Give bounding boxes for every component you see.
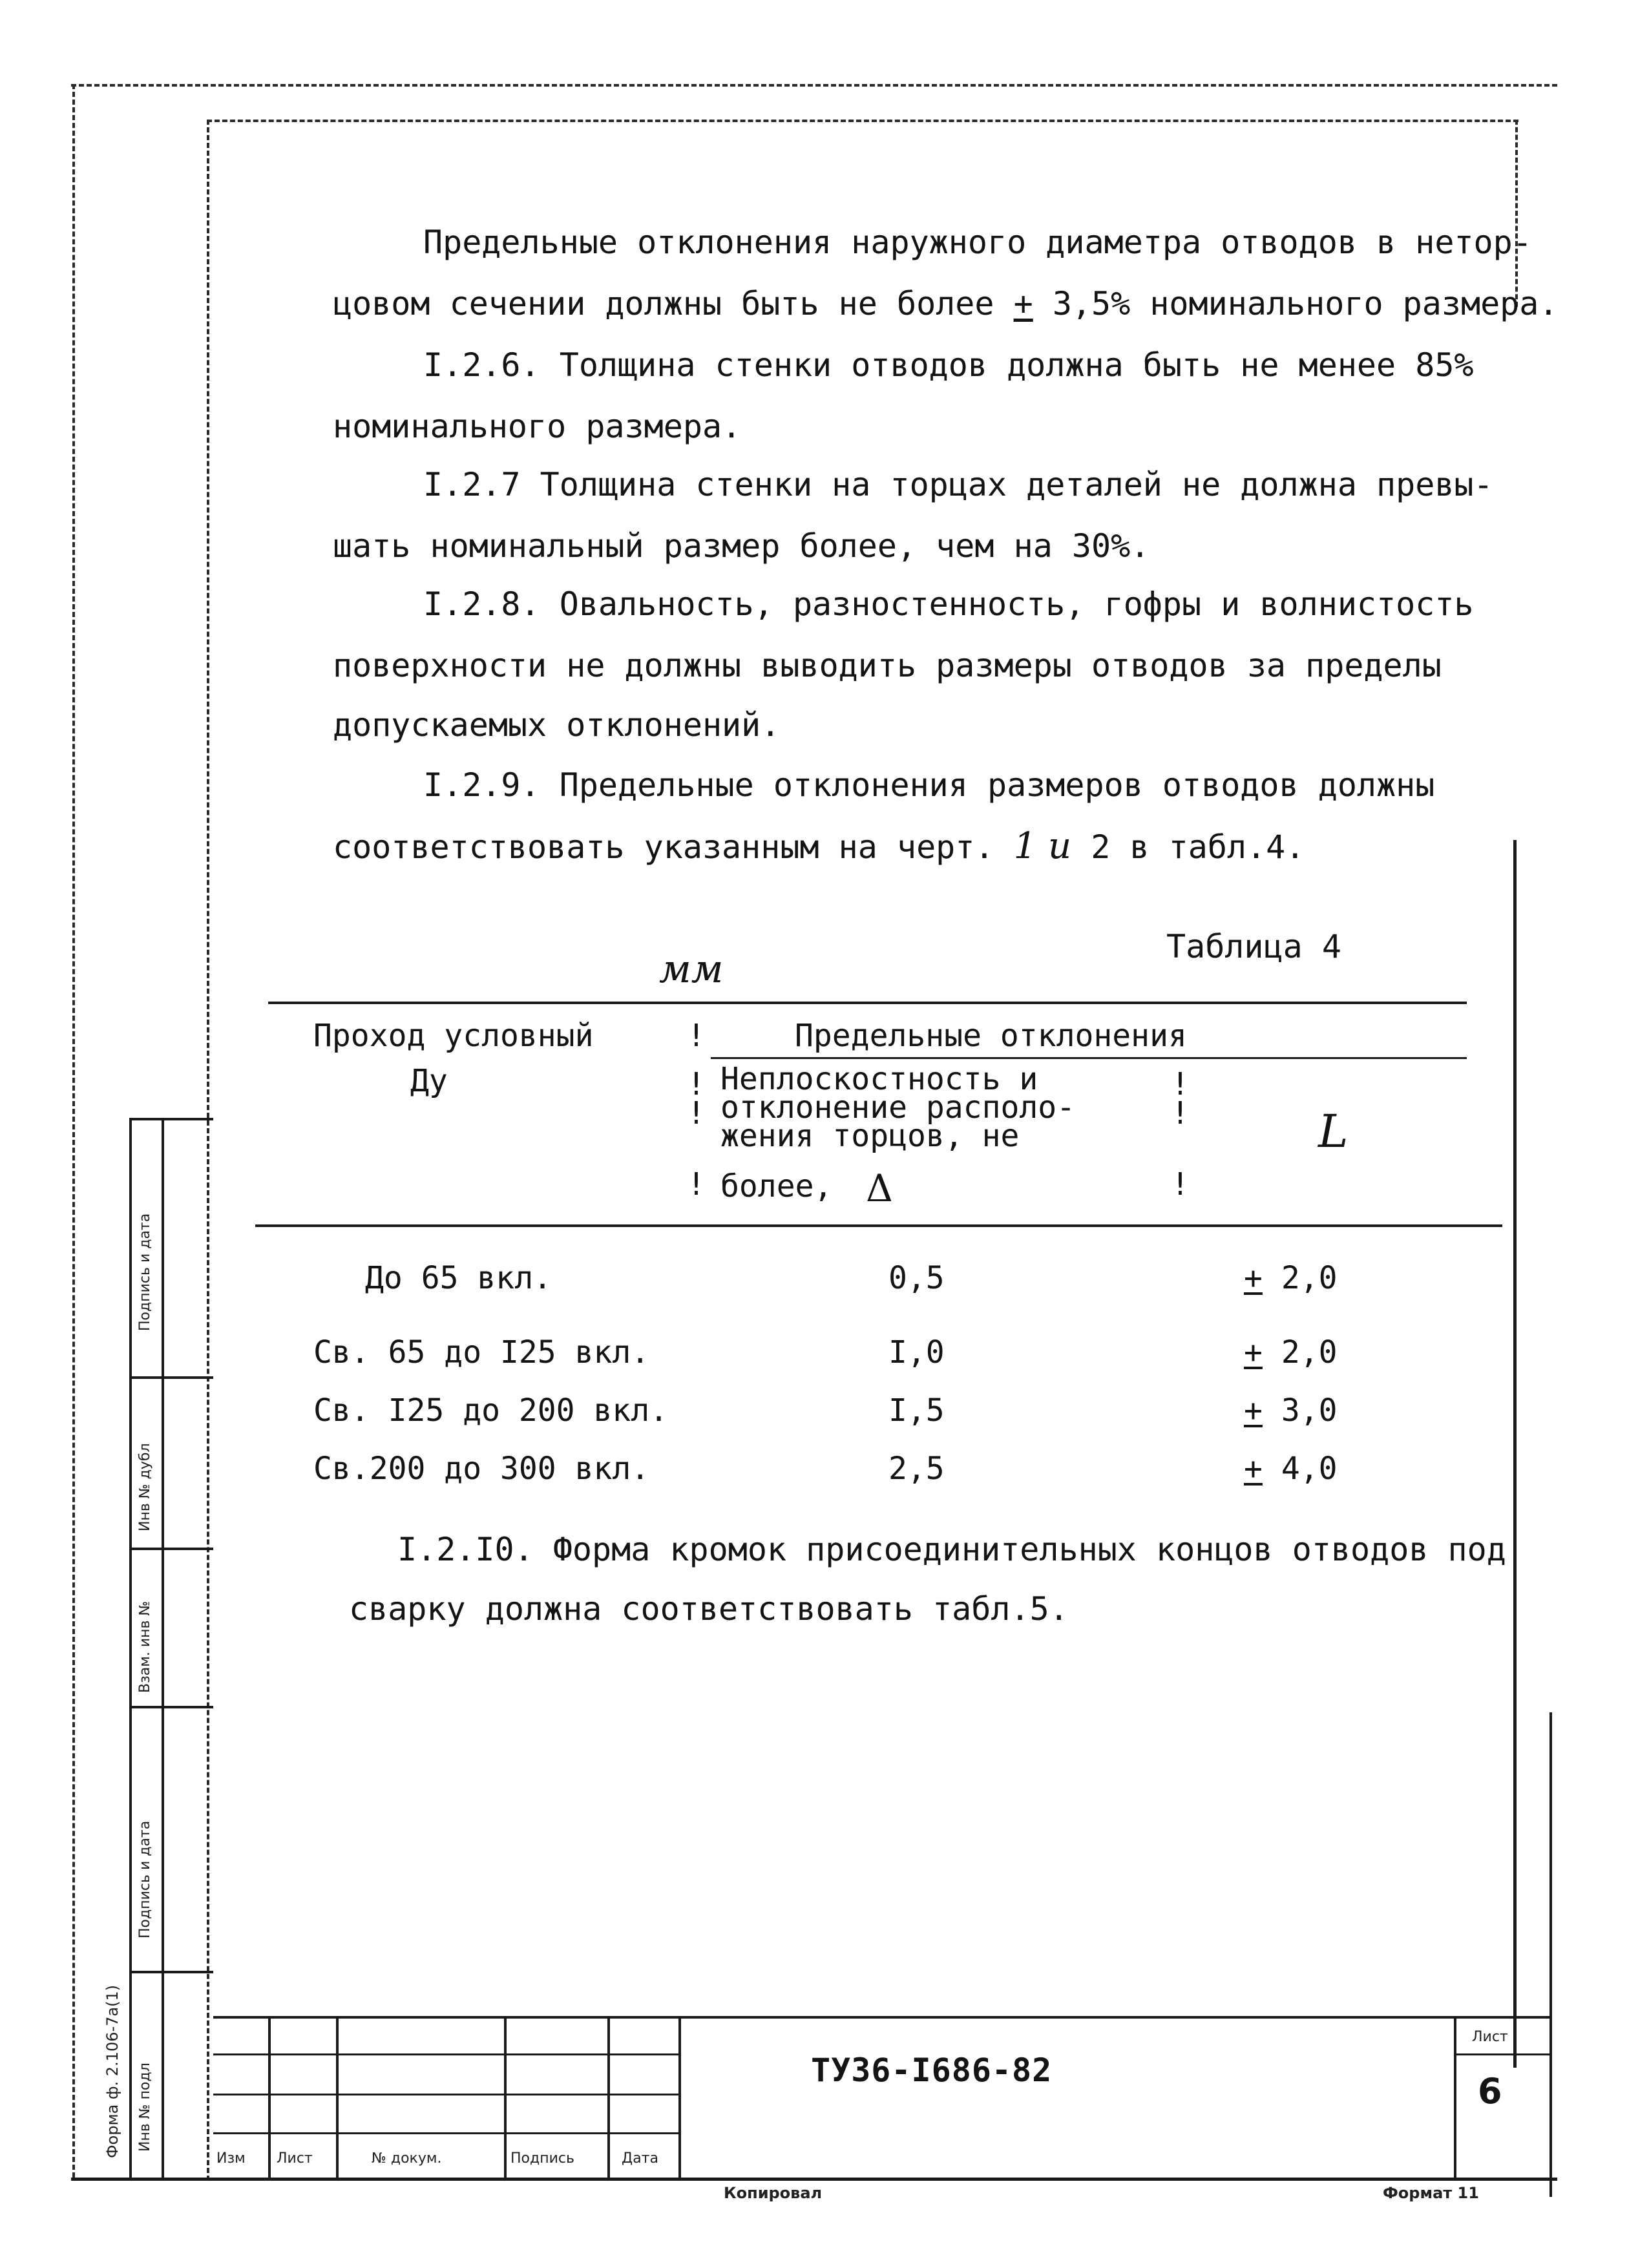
outer-frame-left [72, 84, 75, 2178]
side-stamp-rule [129, 1971, 213, 1973]
side-label-signature-date-2: Подпись и дата [137, 1820, 153, 1938]
title-block-col-sheet [1454, 2016, 1456, 2178]
table-header-group: Предельные отклонения [795, 1018, 1187, 1054]
table-row-1-delta: 0,5 [888, 1260, 945, 1296]
footer-format: Формат 11 [1383, 2184, 1479, 2202]
side-label-dup-inv: Инв № дубл [137, 1443, 153, 1531]
tb-col-date: Дата [622, 2150, 658, 2167]
paragraph-1-2-8-cont-2: допускаемых отклонений. [333, 706, 781, 744]
table-row-4-du: Св.200 до 300 вкл. [313, 1451, 650, 1487]
handwritten-insert: 1 и [1013, 825, 1072, 867]
table-top-rule [268, 1002, 1467, 1004]
side-stamp-rule [129, 1548, 213, 1550]
tb-col-doc: № докум. [372, 2150, 442, 2167]
title-block-col [607, 2016, 610, 2178]
table-row-3-l-value: 3,0 [1281, 1392, 1338, 1429]
plus-minus: + [1013, 285, 1033, 322]
table-row-4-l-value: 4,0 [1281, 1451, 1338, 1487]
paragraph-1-2-6-cont: номинального размера. [333, 408, 742, 445]
document-code: ТУ36-I686-82 [811, 2052, 1053, 2089]
paragraph-1-2-9-cont-b: 2 в табл.4. [1091, 828, 1305, 866]
plus-minus: + [1244, 1451, 1263, 1487]
paragraph-1-2-8: I.2.8. Овальность, разностенность, гофры и волнистость [423, 585, 1474, 623]
table-row-1-du: До 65 вкл. [365, 1260, 552, 1296]
sheet-label: Лист [1472, 2029, 1508, 2045]
inner-frame-top [207, 120, 1518, 122]
table-row-2-l [1244, 1334, 1338, 1370]
side-stamp-left-border [129, 1118, 132, 2178]
table-header-col1-line2: Ду [410, 1063, 448, 1099]
paragraph-1-2-9-cont [333, 827, 1305, 866]
table-header-col2-line4: более, [720, 1168, 833, 1204]
table-header-col2-line1: Неплоскостность и [720, 1061, 1038, 1097]
plus-minus: + [1244, 1260, 1263, 1296]
title-block-col [678, 2016, 681, 2178]
table-sep: ! [687, 1018, 706, 1054]
paragraph-1-2-8-cont-1: поверхности не должны выводить размеры отводов за пределы [333, 647, 1442, 684]
table-sep: ! [1171, 1166, 1190, 1202]
table-sep: ! [687, 1066, 706, 1102]
title-block-sheet-rule [1454, 2053, 1551, 2055]
side-label-replace-inv: Взам. инв № [137, 1601, 153, 1693]
paragraph-1-2-6: I.2.6. Толщина стенки отводов должна быть не менее 85% [423, 346, 1474, 384]
paragraph-1-2-9-cont-a: соответствовать указанным на черт. [333, 828, 994, 866]
table-row-1-l-value: 2,0 [1281, 1260, 1338, 1296]
table-row-3-l [1244, 1392, 1338, 1429]
title-block-col [336, 2016, 339, 2178]
title-block-col [504, 2016, 507, 2178]
table-row-4-l [1244, 1451, 1338, 1487]
table-row-2-delta: I,0 [888, 1334, 945, 1370]
paragraph-1-line-1: Предельные отклонения наружного диаметра отводов в нетор- [423, 224, 1532, 261]
title-block-top [213, 2016, 1551, 2019]
table-group-rule [711, 1057, 1467, 1059]
footer-copied: Копировал [724, 2184, 823, 2202]
table-header-col1-line1: Проход условный [313, 1018, 594, 1054]
l-symbol: L [1318, 1105, 1349, 1158]
table-caption: Таблица 4 [1166, 928, 1341, 965]
inner-frame-right-top [1515, 120, 1518, 307]
paragraph-1-line-2: цовом сечении должны быть не более + 3,5% номинального размера. [333, 285, 1559, 322]
sheet-number: 6 [1478, 2071, 1502, 2112]
table-header-col2-line3: жения торцов, не [720, 1118, 1020, 1154]
inner-frame-left [207, 120, 209, 2181]
table-row-3-du: Св. I25 до 200 вкл. [313, 1392, 669, 1429]
paragraph-1-2-7: I.2.7 Толщина стенки на торцах деталей не должна превы- [423, 466, 1493, 503]
tb-col-izm: Изм [216, 2150, 246, 2167]
frame-bottom [71, 2178, 1557, 2181]
table-sep: ! [1171, 1095, 1190, 1131]
paragraph-1-2-10: I.2.I0. Форма кромок присоединительных концов отводов под [397, 1531, 1506, 1568]
outer-frame-right [1549, 1712, 1552, 2197]
paragraph-1-2-7-cont: шать номинальный размер более, чем на 30%. [333, 527, 1150, 565]
table-sep: ! [687, 1095, 706, 1131]
unit-handwritten: мм [659, 947, 724, 992]
paragraph-1-2-10-cont: сварку должна соответствовать табл.5. [349, 1590, 1069, 1628]
table-sep: ! [1171, 1066, 1190, 1102]
table-header-rule [255, 1224, 1502, 1227]
paragraph-1-tail: 3,5% номинального размера. [1052, 285, 1559, 322]
side-stamp-mid-border [162, 1118, 164, 2178]
inner-frame-right [1513, 840, 1517, 2068]
plus-minus: + [1244, 1392, 1263, 1429]
side-stamp-rule [129, 1706, 213, 1708]
plus-minus: + [1244, 1334, 1263, 1370]
table-row-4-delta: 2,5 [888, 1451, 945, 1487]
outer-frame-top [71, 84, 1557, 87]
paragraph-1-2-9: I.2.9. Предельные отклонения размеров отводов должны [423, 766, 1435, 804]
table-header-col2-line2: отклонение располо- [720, 1089, 1076, 1126]
table-row-1-l [1244, 1260, 1338, 1296]
table-sep: ! [687, 1166, 706, 1202]
table-row-2-du: Св. 65 до I25 вкл. [313, 1334, 650, 1370]
side-label-orig-inv: Инв № подл [137, 2063, 153, 2152]
tb-col-list: Лист [277, 2150, 313, 2167]
tb-col-sign: Подпись [510, 2150, 574, 2167]
table-row-2-l-value: 2,0 [1281, 1334, 1338, 1370]
title-block-col [268, 2016, 271, 2178]
side-label-signature-date: Подпись и дата [137, 1213, 153, 1331]
side-stamp-rule [129, 1376, 213, 1379]
side-stamp-rule [129, 1118, 213, 1120]
table-row-3-delta: I,5 [888, 1392, 945, 1429]
delta-symbol: Δ [866, 1166, 893, 1210]
form-code: Форма ф. 2.106-7а(1) [103, 1984, 121, 2158]
